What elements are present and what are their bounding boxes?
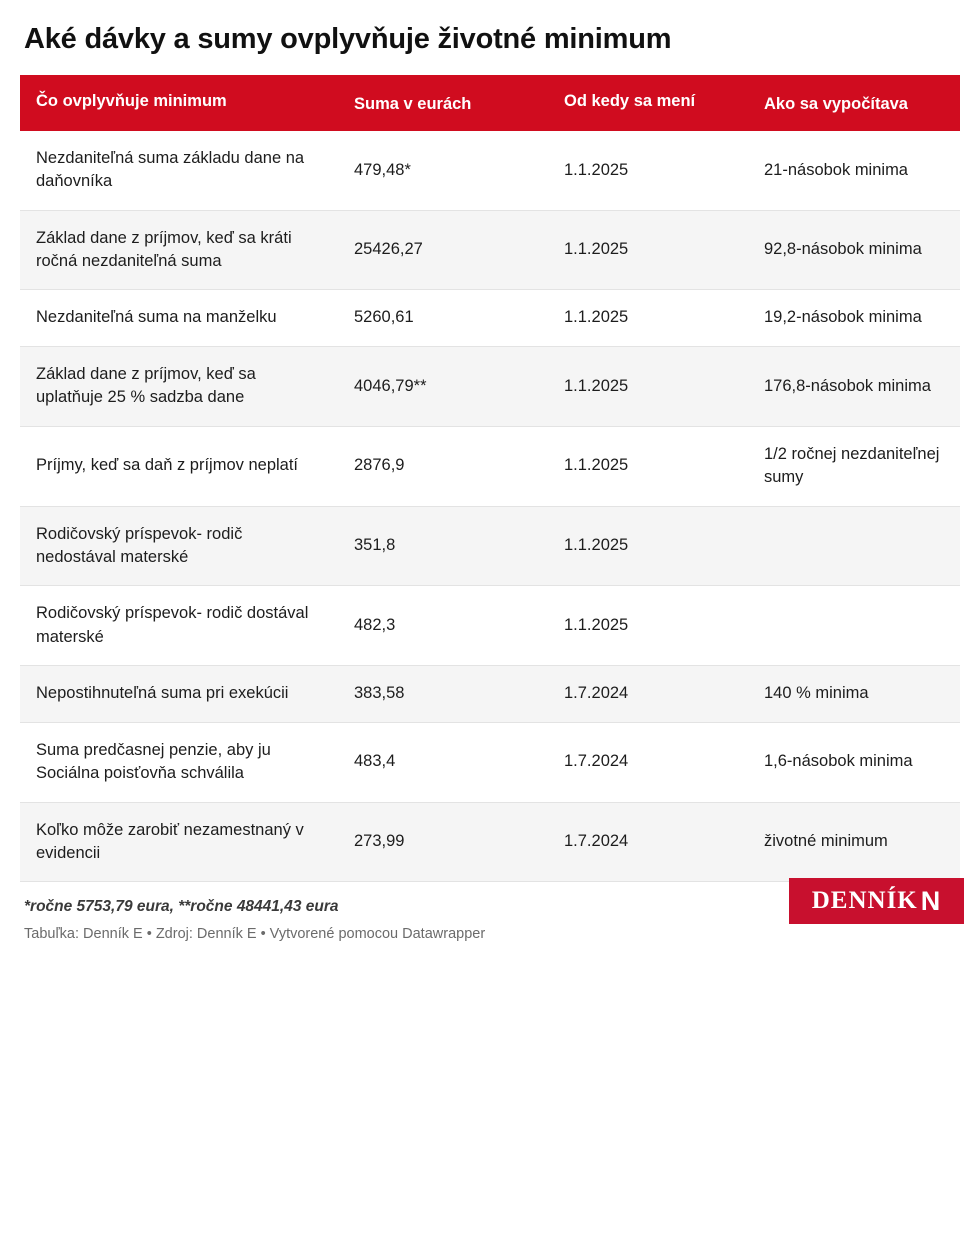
cell-amount: 5260,61 xyxy=(340,290,550,346)
cell-calculation: 19,2-násobok minima xyxy=(750,290,960,346)
table-row xyxy=(20,722,960,802)
chart-footer xyxy=(20,885,964,943)
cell-calculation: 1,6-násobok minima xyxy=(750,722,960,802)
table-row xyxy=(20,210,960,290)
cell-label: Základ dane z príjmov, keď sa uplatňuje 25 % sadzba dane xyxy=(20,346,340,426)
table-row xyxy=(20,506,960,586)
cell-label: Koľko môže zarobiť nezamestnaný v evidencii xyxy=(20,802,340,882)
cell-label: Nezdaniteľná suma základu dane na daňovníka xyxy=(20,131,340,210)
column-header-od-kedy-sa-meni: Od kedy sa mení xyxy=(550,75,750,131)
column-header-suma-v-eurach: Suma v eurách xyxy=(340,75,550,131)
cell-label: Suma predčasnej penzie, aby ju Sociálna poisťovňa schválila xyxy=(20,722,340,802)
cell-effective-date: 1.7.2024 xyxy=(550,722,750,802)
cell-calculation: 140 % minima xyxy=(750,666,960,722)
cell-effective-date: 1.1.2025 xyxy=(550,586,750,666)
table-body xyxy=(20,131,960,882)
table-row xyxy=(20,131,960,210)
cell-effective-date: 1.1.2025 xyxy=(550,346,750,426)
cell-label: Nezdaniteľná suma na manželku xyxy=(20,290,340,346)
table-row xyxy=(20,586,960,666)
cell-calculation: 176,8-násobok minima xyxy=(750,346,960,426)
cell-amount: 479,48* xyxy=(340,131,550,210)
data-table xyxy=(20,75,960,883)
cell-calculation: 1/2 ročnej nezdaniteľnej sumy xyxy=(750,426,960,506)
cell-effective-date: 1.1.2025 xyxy=(550,426,750,506)
column-header-ako-sa-vypocitava: Ako sa vypočítava xyxy=(750,75,960,131)
page-title: Aké dávky a sumy ovplyvňuje životné minimum xyxy=(24,23,672,55)
column-header-co-ovplyvnuje-minimum: Čo ovplyvňuje minimum xyxy=(20,75,340,131)
cell-label: Rodičovský príspevok- rodič dostával materské xyxy=(20,586,340,666)
cell-label: Rodičovský príspevok- rodič nedostával materské xyxy=(20,506,340,586)
table-row xyxy=(20,666,960,722)
table-header-row xyxy=(20,75,960,131)
footnote: *ročne 5753,79 eura, **ročne 48441,43 eura xyxy=(24,898,339,916)
cell-effective-date: 1.1.2025 xyxy=(550,506,750,586)
cell-amount: 483,4 xyxy=(340,722,550,802)
cell-calculation: 21-násobok minima xyxy=(750,131,960,210)
cell-calculation xyxy=(750,506,960,586)
source-credit: Tabuľka: Denník E • Zdroj: Denník E • Vytvorené pomocou Datawrapper xyxy=(24,926,486,943)
cell-calculation: 92,8-násobok minima xyxy=(750,210,960,290)
table-row xyxy=(20,346,960,426)
cell-amount: 383,58 xyxy=(340,666,550,722)
cell-effective-date: 1.7.2024 xyxy=(550,666,750,722)
cell-calculation xyxy=(750,586,960,666)
cell-label: Nepostihnuteľná suma pri exekúcii xyxy=(20,666,340,722)
logo-text: DENNÍK xyxy=(811,887,918,915)
table-row xyxy=(20,802,960,882)
cell-amount: 351,8 xyxy=(340,506,550,586)
cell-amount: 273,99 xyxy=(340,802,550,882)
cell-amount: 2876,9 xyxy=(340,426,550,506)
cell-calculation: životné minimum xyxy=(750,802,960,882)
cell-effective-date: 1.1.2025 xyxy=(550,210,750,290)
table-row xyxy=(20,290,960,346)
cell-effective-date: 1.1.2025 xyxy=(550,131,750,210)
cell-amount: 482,3 xyxy=(340,586,550,666)
cell-label: Základ dane z príjmov, keď sa kráti ročná nezdaniteľná suma xyxy=(20,210,340,290)
cell-label: Príjmy, keď sa daň z príjmov neplatí xyxy=(20,426,340,506)
table-header xyxy=(20,75,960,131)
cell-amount: 4046,79** xyxy=(340,346,550,426)
table-row xyxy=(20,426,960,506)
dennik-n-logo xyxy=(789,878,964,924)
cell-effective-date: 1.1.2025 xyxy=(550,290,750,346)
logo-mark: N xyxy=(920,885,942,916)
cell-amount: 25426,27 xyxy=(340,210,550,290)
cell-effective-date: 1.7.2024 xyxy=(550,802,750,882)
